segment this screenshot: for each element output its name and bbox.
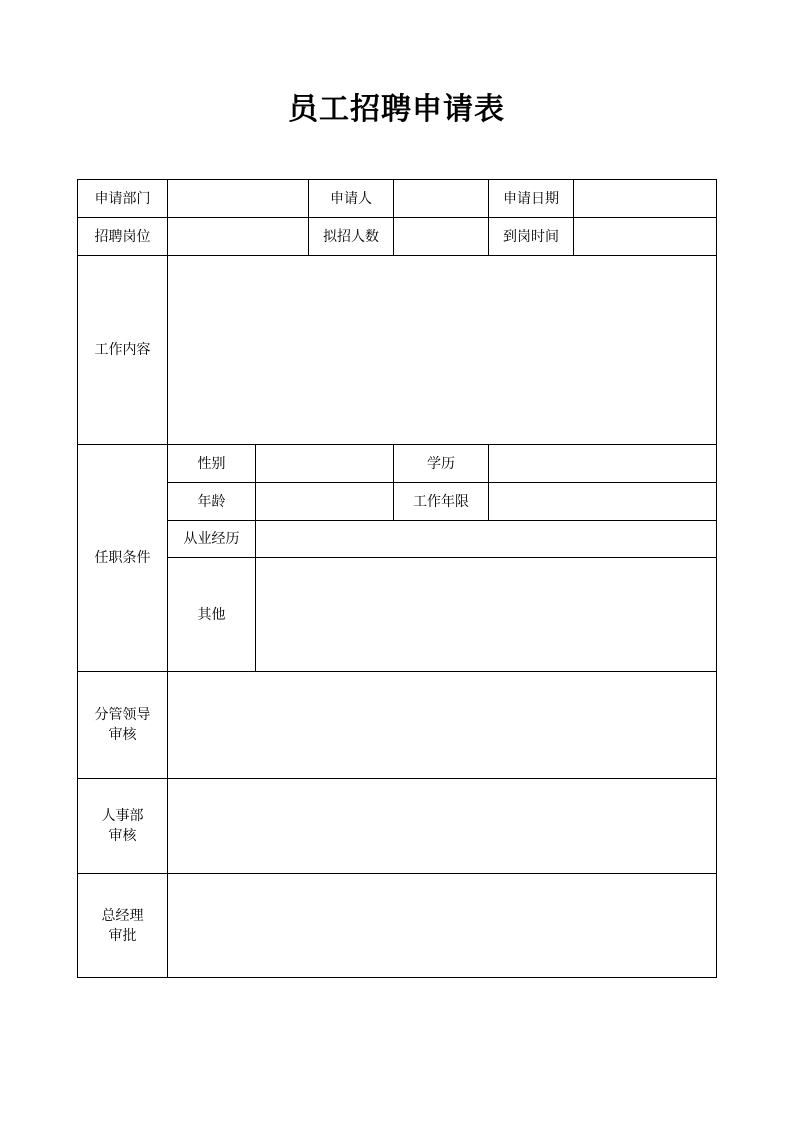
work-years-label: 工作年限 <box>394 483 489 521</box>
position-label: 招聘岗位 <box>78 218 168 256</box>
hr-review-label-line1: 人事部 <box>101 808 144 824</box>
form-row-department <box>78 180 717 218</box>
experience-field[interactable] <box>256 521 717 558</box>
onboard-time-label: 到岗时间 <box>489 218 574 256</box>
application-date-field[interactable] <box>574 180 717 218</box>
other-field[interactable] <box>256 558 717 672</box>
form-row-supervisor-review <box>78 672 717 779</box>
applicant-field[interactable] <box>394 180 489 218</box>
gm-approval-label-line1: 总经理 <box>101 907 144 924</box>
hr-review-label <box>78 779 168 874</box>
education-label: 学历 <box>394 445 489 483</box>
other-label: 其他 <box>168 558 256 672</box>
applicant-label: 申请人 <box>309 180 394 218</box>
requirements-label: 任职条件 <box>78 445 168 672</box>
gm-approval-field[interactable] <box>168 874 717 978</box>
education-field[interactable] <box>489 445 717 483</box>
form-row-position <box>78 218 717 256</box>
gender-label: 性别 <box>168 445 256 483</box>
job-content-field[interactable] <box>168 256 717 445</box>
form-row-hr-review <box>78 779 717 874</box>
onboard-time-field[interactable] <box>574 218 717 256</box>
headcount-field[interactable] <box>394 218 489 256</box>
supervisor-review-label-line2: 审核 <box>108 727 137 743</box>
form-row-gender-education <box>78 445 717 483</box>
gender-field[interactable] <box>256 445 394 483</box>
job-content-label: 工作内容 <box>78 256 168 445</box>
headcount-label: 拟招人数 <box>309 218 394 256</box>
application-date-label: 申请日期 <box>489 180 574 218</box>
supervisor-review-label <box>78 672 168 779</box>
hr-review-label-line2: 审核 <box>108 828 137 844</box>
form-row-experience <box>78 521 717 558</box>
age-label: 年龄 <box>168 483 256 521</box>
gm-approval-label-line2: 审批 <box>108 927 137 944</box>
department-field[interactable] <box>168 180 309 218</box>
gm-approval-label <box>78 874 168 978</box>
age-field[interactable] <box>256 483 394 521</box>
supervisor-review-label-line1: 分管领导 <box>94 707 151 723</box>
page-title: 员工招聘申请表 <box>288 92 505 127</box>
supervisor-review-field[interactable] <box>168 672 717 779</box>
work-years-field[interactable] <box>489 483 717 521</box>
form-row-other <box>78 558 717 672</box>
position-field[interactable] <box>168 218 309 256</box>
form-row-job-content <box>78 256 717 445</box>
recruitment-application-form <box>77 179 717 978</box>
form-row-gm-approval <box>78 874 717 978</box>
hr-review-field[interactable] <box>168 779 717 874</box>
department-label: 申请部门 <box>78 180 168 218</box>
form-row-age-years <box>78 483 717 521</box>
experience-label: 从业经历 <box>168 521 256 558</box>
